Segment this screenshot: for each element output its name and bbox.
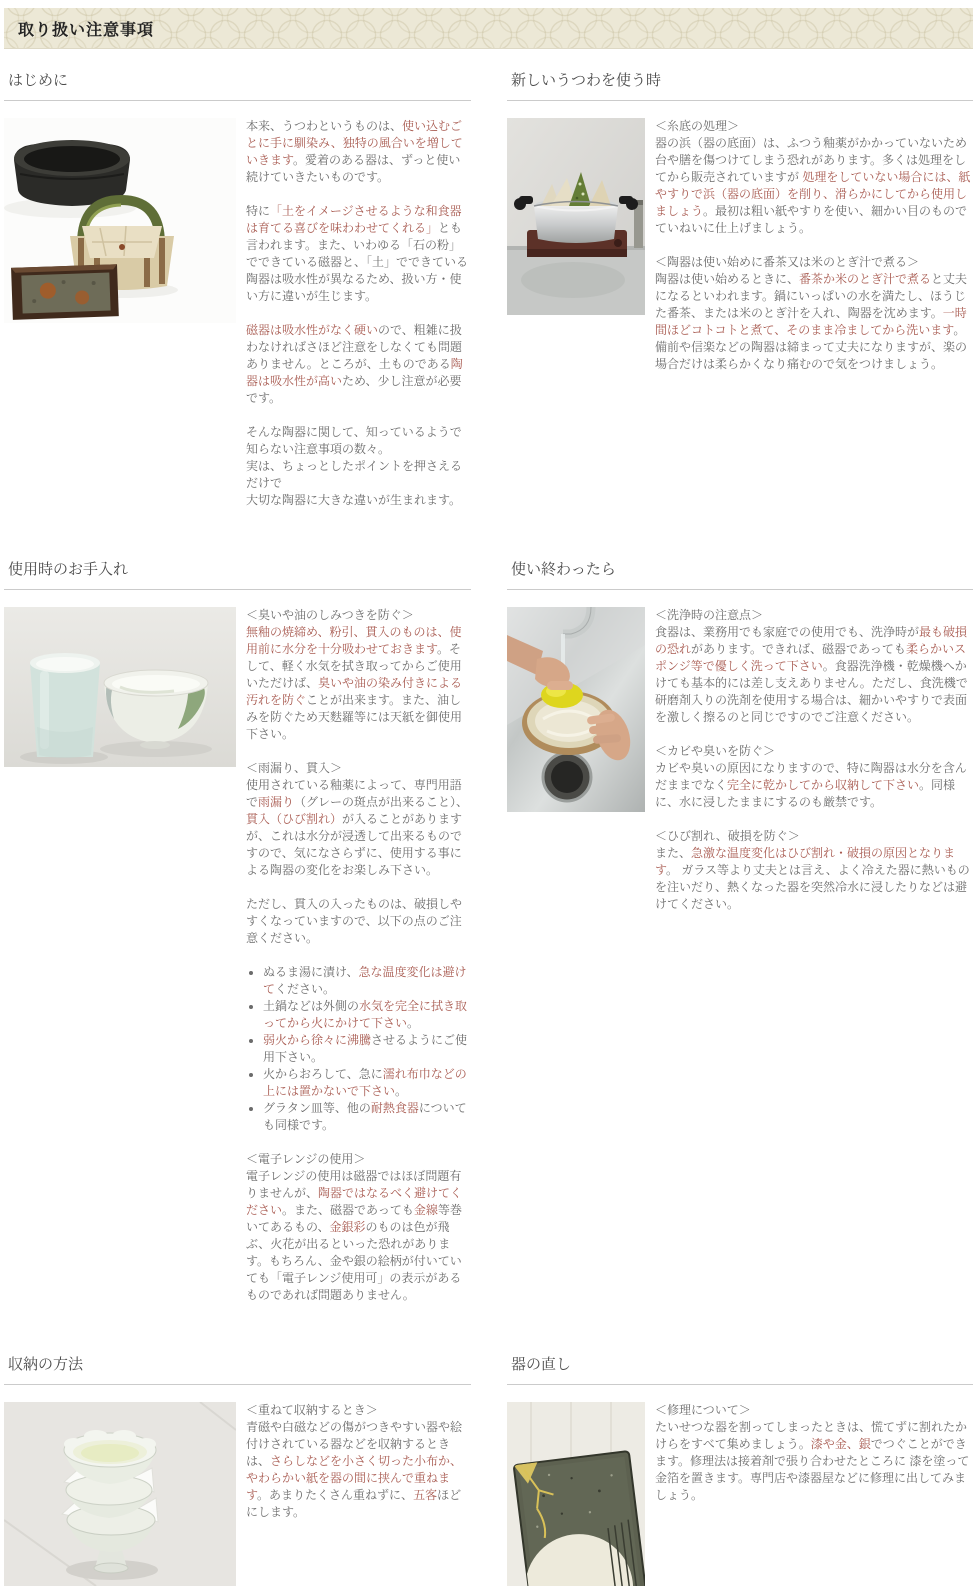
new-vessel-text	[655, 118, 973, 390]
paragraph: 無釉の焼締め、粉引、貫入のものは、使用前に水分を十分吸わせておきます。そして、軽く水気を拭き取ってからご使用いただけば、臭いや油の染み付きによる汚れを防ぐことが出来ます。また、油しみを防ぐため天麩羅等には天紙を御使用下さい。	[246, 625, 463, 741]
list-item: • ぬるま湯に漬け、急な温度変化は避けてください。	[263, 964, 471, 998]
list-item: • グラタン皿等、他の耐熱食器についても同様です。	[263, 1100, 471, 1134]
care-text	[246, 607, 471, 1321]
section-title-repair: 器の直し	[507, 1347, 973, 1385]
washing-in-sink-photo	[507, 607, 645, 812]
sub-heading: ＜重ねて収納するとき＞	[246, 1403, 378, 1417]
sub-heading: ＜修理について＞	[655, 1403, 751, 1417]
paragraph: 陶器は使い始めるときに、番茶か米のとぎ汁で煮ると丈夫になるといわれます。鍋にいっぱいの水を満たし、ほうじた番茶、または米のとぎ汁を入れ、陶器を沈めます。一時間ほどコトコトと煮て、そのまま冷ましてから洗います。備前や信楽などの陶器は締まって丈夫になりますが、楽の場合だけは柔らかくなり痛むので気をつけましょう。	[655, 272, 968, 371]
paragraph: 特に「土をイメージさせるような和食器は育てる喜びを味わわせてくれる」とも言われます。また、いわゆる「石の粉」でできている磁器と、「土」でできている陶器は吸水性が異なるため、扱い方・使い方に違いが生じます。	[246, 204, 469, 303]
page-title: 取り扱い注意事項	[18, 21, 155, 39]
list-item: • 土鍋などは外側の水気を完全に拭き取ってから火にかけて下さい。	[263, 998, 471, 1032]
kintsugi-plate-photo	[507, 1402, 645, 1586]
section-after-use	[507, 552, 973, 930]
sub-heading: ＜電子レンジの使用＞	[246, 1152, 366, 1166]
sub-heading: ＜陶器は使い始めに番茶又は米のとぎ汁で煮る＞	[655, 255, 920, 269]
paragraph: たいせつな器を割ってしまったときは、慌てずに割れたかけらをすべて集めましょう。漆や金、銀でつぐことができます。修理法は接着剤で張り合わせたところに 漆を塗って金箔を置きます。専門店や漆器屋などに修理に出してみましょう。	[655, 1420, 970, 1502]
paragraph: 磁器は吸水性がなく硬いので、粗雑に扱わなければさほど注意をしなくても問題ありません。ところが、土ものである陶器は吸水性が高いため、少し注意が必要です。	[246, 323, 463, 405]
stacked-cups-photo	[4, 1402, 236, 1586]
sub-heading: ＜ひび割れ、破損を防ぐ＞	[655, 829, 800, 843]
sub-heading: ＜洗浄時の注意点＞	[655, 608, 764, 622]
section-title-storage: 収納の方法	[4, 1347, 471, 1385]
paragraph: 食器は、業務用でも家庭での使用でも、洗浄時が最も破損の恐れがあります。できれば、磁器であっても柔らかいスポンジ等で優しく洗って下さい。食器洗浄機・乾燥機へかけても基本的には差し支えありません。ただし、食洗機で研磨剤入りの洗剤を使用する場合は、細かいやすりで表面を激しく擦るのと同じですのでご注意ください。	[655, 625, 968, 724]
two-cups-photo	[4, 607, 236, 767]
intro-text	[246, 118, 471, 526]
section-care	[4, 552, 471, 1321]
pottery-set-photo	[4, 118, 236, 323]
paragraph: 本来、うつわというものは、使い込むごとに手に馴染み、独特の風合いを増していきます。愛着のある器は、ずっと使い続けていきたいものです。	[246, 119, 463, 184]
sub-heading: ＜糸底の処理＞	[655, 119, 740, 133]
sub-heading: ＜臭いや油のしみつきを防ぐ＞	[246, 608, 414, 622]
after-use-text	[655, 607, 973, 930]
section-title-intro: はじめに	[4, 63, 471, 101]
paragraph: ただし、貫入の入ったものは、破損しやすくなっていますので、以下の点のご注意ください。	[246, 897, 463, 945]
section-new-vessel	[507, 63, 973, 390]
repair-text	[655, 1402, 973, 1521]
page-banner	[4, 8, 973, 49]
paragraph: また、急激な温度変化はひび割れ・破損の原因となります。 ガラス等より丈夫とは言え、よく冷えた器に熱いものを注いだり、熱くなった器を突然冷水に浸したりなどは避けてください。	[655, 846, 970, 911]
paragraph: 青磁や白磁などの傷がつきやすい器や絵付けされている器などを収納するときは、さらしなどを小さく切った小布か、やわらかい紙を器の間に挟んで重ねます。あまりたくさん重ねずに、五客ほどにします。	[246, 1420, 463, 1519]
section-repair	[507, 1347, 973, 1586]
content-grid	[0, 63, 977, 1586]
section-storage	[4, 1347, 471, 1586]
paragraph: 電子レンジの使用は磁器ではほぼ問題有りませんが、陶器ではなるべく避けてください。また、磁器であっても金線等巻いてあるもの、金銀彩のものは色が飛ぶ、火花が出るといった恐れがあります。もちろん、金や銀の絵柄が付いていても「電子レンジ使用可」の表示があるものであれば問題ありません。	[246, 1169, 463, 1302]
section-intro	[4, 63, 471, 526]
storage-text	[246, 1402, 471, 1538]
care-bullet-list	[246, 964, 471, 1134]
section-title-new-vessel: 新しいうつわを使う時	[507, 63, 973, 101]
pot-on-stove-photo	[507, 118, 645, 315]
section-title-care: 使用時のお手入れ	[4, 552, 471, 590]
paragraph: カビや臭いの原因になりますので、特に陶器は水分を含んだままでなく完全に乾かしてから収納して下さい。同様に、水に浸したままにするのも厳禁です。	[655, 761, 967, 809]
paragraph: 使用されている釉薬によって、専門用語で雨漏り（グレーの斑点が出来ること）、貫入（ひび割れ）が入ることがありますが、これは水分が浸透して出来るものですので、気になさらずに、使用する事による陶器の変化をお楽しみ下さい。	[246, 778, 469, 877]
sub-heading: ＜カビや臭いを防ぐ＞	[655, 744, 776, 758]
paragraph: そんな陶器に関して、知っているようで知らない注意事項の数々。 実は、ちょっとしたポイントを押さえるだけで 大切な陶器に大きな違いが生まれます。	[246, 425, 463, 507]
paragraph: 器の浜（器の底面）は、ふつう釉薬がかかっていないため 台や膳を傷つけてしまう恐れがあります。多くは処理をしてから販売されていますが 処理をしていない場合には、紙やすりで浜（器の底面）を削り、滑らかにしてから使用しましょう。最初は粗い紙やすりを使い、細かい目のものでていねいに仕上げましょう。	[655, 136, 971, 235]
section-title-after-use: 使い終わったら	[507, 552, 973, 590]
list-item: • 弱火から徐々に沸騰させるようにご使用下さい。	[263, 1032, 471, 1066]
sub-heading: ＜雨漏り、貫入＞	[246, 761, 343, 775]
list-item: • 火からおろして、急に濡れ布巾などの上には置かないで下さい。	[263, 1066, 471, 1100]
